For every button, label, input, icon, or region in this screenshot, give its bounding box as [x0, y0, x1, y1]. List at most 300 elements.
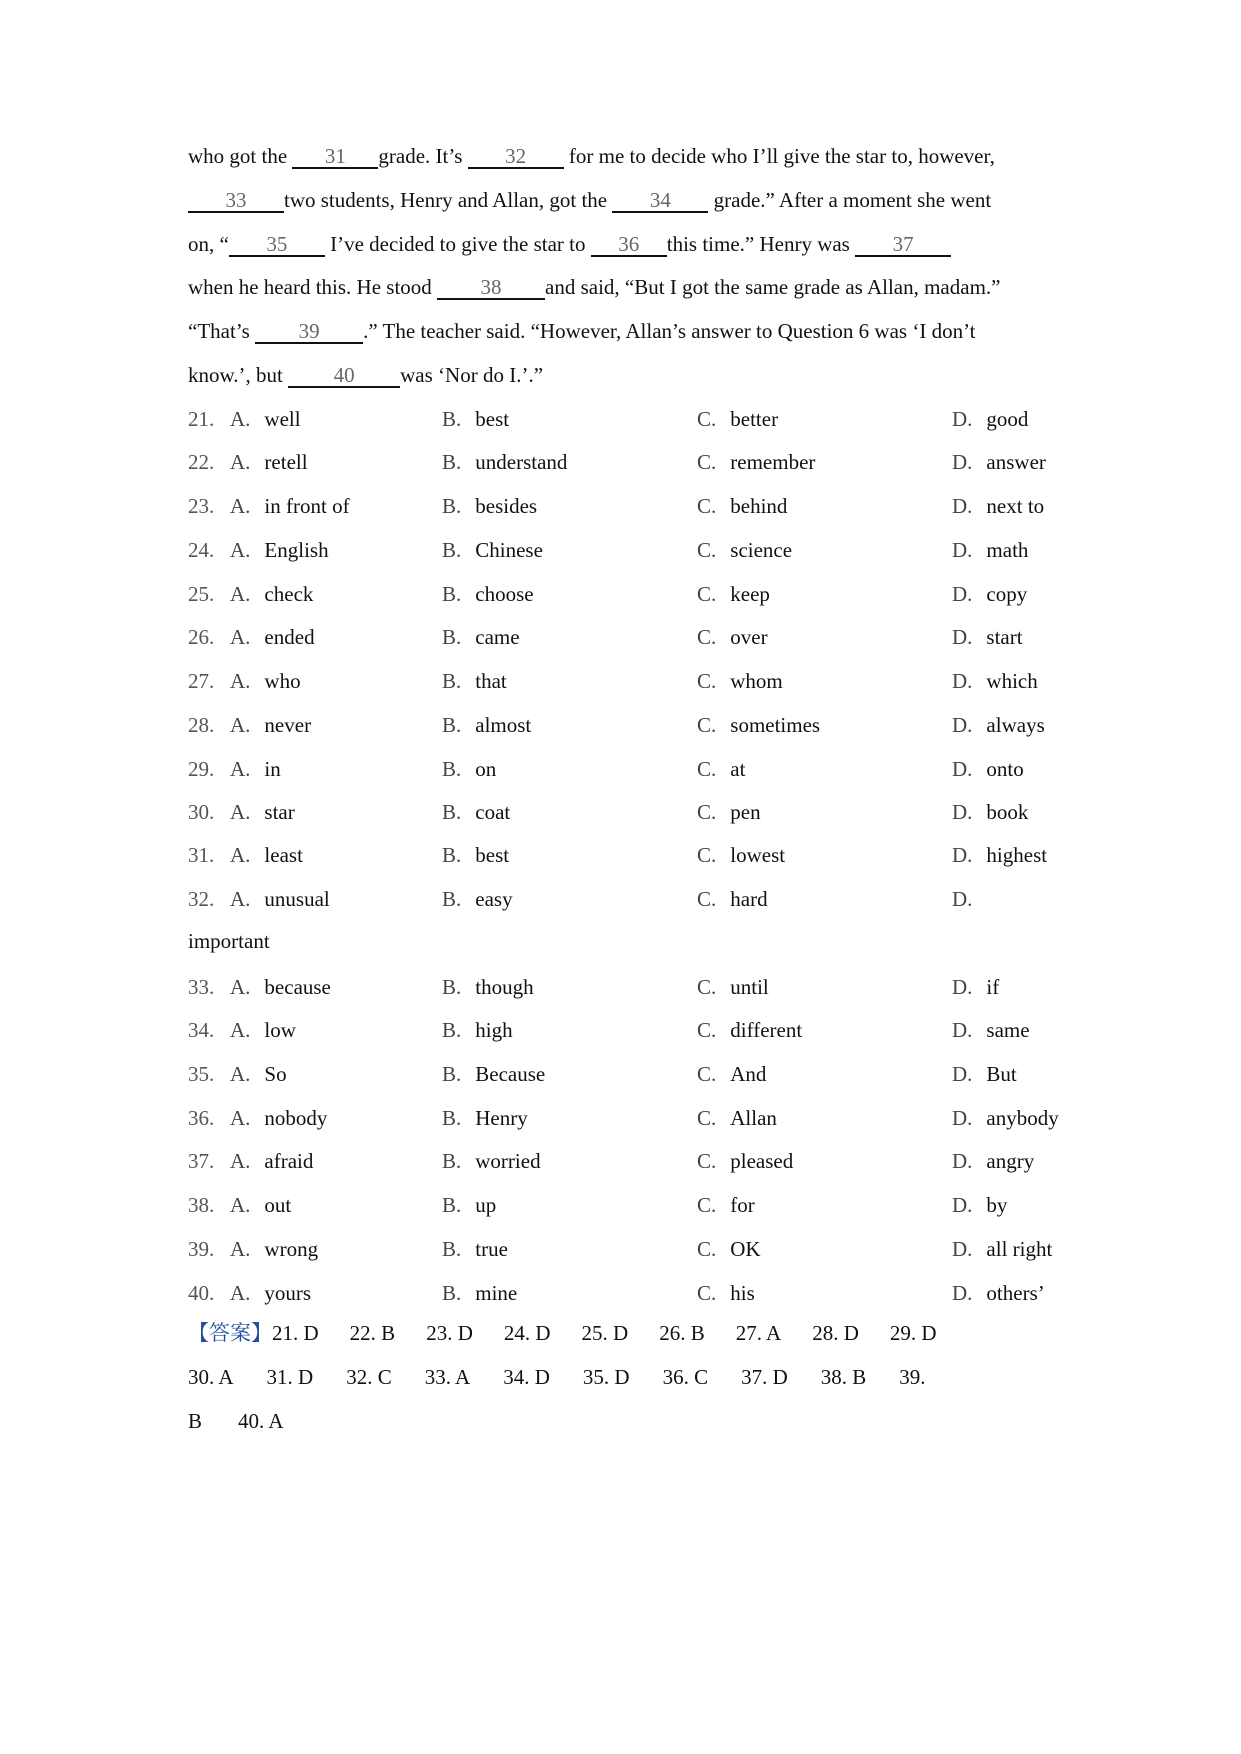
option-letter: C.: [697, 1062, 717, 1086]
option-a: [230, 1146, 313, 1176]
option-text: better: [730, 407, 779, 431]
option-a: [230, 579, 313, 609]
option-text: lowest: [730, 843, 786, 867]
option-letter: D.: [952, 1149, 973, 1173]
option-c: [697, 754, 745, 784]
question-number: 27.: [188, 669, 215, 693]
option-b: [442, 1103, 528, 1133]
option-letter: D.: [952, 887, 973, 911]
question-row: [188, 622, 1068, 652]
option-text: star: [264, 800, 295, 824]
option-c: [697, 1015, 802, 1045]
answer-item: 30. A: [188, 1365, 234, 1389]
option-letter: D.: [952, 1193, 973, 1217]
option-b: [442, 884, 513, 914]
option-d: [952, 1234, 1052, 1264]
option-b: [442, 622, 520, 652]
option-text: Henry: [475, 1106, 528, 1130]
option-text: though: [475, 975, 534, 999]
option-a: [230, 491, 350, 521]
option-letter: D.: [952, 625, 973, 649]
option-letter: C.: [697, 625, 717, 649]
question-number: 23.: [188, 494, 215, 518]
option-letter: C.: [697, 1237, 717, 1261]
option-a: [230, 840, 303, 870]
answer-item: 21. D: [272, 1321, 319, 1345]
option-d: [952, 491, 1044, 521]
option-letter: C.: [697, 450, 717, 474]
option-letter: C.: [697, 887, 717, 911]
passage-text: was ‘Nor do I.’.”: [400, 363, 544, 387]
option-text: behind: [730, 494, 788, 518]
option-letter: D.: [952, 1062, 973, 1086]
option-letter: B.: [442, 887, 462, 911]
option-text: choose: [475, 582, 534, 606]
option-c: [697, 972, 769, 1002]
option-a: [230, 1278, 311, 1308]
question-row: [188, 404, 1068, 434]
option-text: yours: [264, 1281, 312, 1305]
blank-33: 33: [188, 189, 284, 213]
option-c: [697, 1103, 777, 1133]
option-c: [697, 1146, 793, 1176]
option-letter: D.: [952, 757, 973, 781]
option-a: [230, 972, 331, 1002]
blank-38: 38: [437, 276, 545, 300]
option-text: book: [986, 800, 1029, 824]
passage-text: and said, “But I got the same grade as Allan, madam.”: [545, 275, 1001, 299]
option-c: [697, 404, 778, 434]
option-letter: A.: [230, 1106, 251, 1130]
option-text: Allan: [730, 1106, 777, 1130]
passage-text: grade. It’s: [378, 144, 468, 168]
option-d: [952, 447, 1046, 477]
question-number: 37.: [188, 1149, 215, 1173]
blank-37: 37: [855, 233, 951, 257]
option-d: [952, 622, 1023, 652]
question-number: 24.: [188, 538, 215, 562]
answer-item: 36. C: [662, 1365, 709, 1389]
option-b: [442, 840, 509, 870]
passage-text: .” The teacher said. “However, Allan’s answer to Question 6 was ‘I don’t: [363, 319, 976, 343]
option-text: least: [264, 843, 303, 867]
option-text: Because: [475, 1062, 546, 1086]
blank-36: 36: [591, 233, 667, 257]
option-c: [697, 491, 787, 521]
passage-line-4: [188, 274, 1058, 300]
option-letter: B.: [442, 1018, 462, 1042]
option-letter: B.: [442, 450, 462, 474]
option-letter: B.: [442, 1193, 462, 1217]
option-letter: A.: [230, 757, 251, 781]
option-c: [697, 666, 783, 696]
option-b: [442, 1190, 496, 1220]
question-row: [188, 1190, 1068, 1220]
option-a: [230, 666, 301, 696]
option-b: [442, 1059, 545, 1089]
answer-item: 29. D: [889, 1321, 937, 1345]
option-letter: B.: [442, 1237, 462, 1261]
answer-item: 34. D: [503, 1365, 550, 1389]
option-a: [230, 1190, 291, 1220]
option-letter: A.: [230, 1193, 251, 1217]
option-text: that: [475, 669, 507, 693]
option-letter: A.: [230, 538, 251, 562]
option-letter: D.: [952, 1018, 973, 1042]
option-text: for: [730, 1193, 755, 1217]
option-b: [442, 447, 567, 477]
option-letter: D.: [952, 975, 973, 999]
passage-line-5: [188, 318, 1058, 344]
question-number: 39.: [188, 1237, 215, 1261]
option-letter: B.: [442, 800, 462, 824]
question-number: 26.: [188, 625, 215, 649]
option-text: retell: [264, 450, 308, 474]
passage-line-1: [188, 143, 1058, 169]
option-letter: B.: [442, 407, 462, 431]
option-letter: B.: [442, 538, 462, 562]
passage-text: when he heard this. He stood: [188, 275, 438, 299]
option-b: [442, 754, 496, 784]
option-letter: C.: [697, 1018, 717, 1042]
option-letter: A.: [230, 407, 251, 431]
option-text: all right: [986, 1237, 1053, 1261]
question-number: 32.: [188, 887, 215, 911]
question-number: 28.: [188, 713, 215, 737]
option-a: [230, 535, 329, 565]
question-row: [188, 1278, 1068, 1308]
option-text: hard: [730, 887, 768, 911]
option-letter: B.: [442, 975, 462, 999]
option-b: [442, 1146, 541, 1176]
option-letter: D.: [952, 1281, 973, 1305]
option-letter: D.: [952, 450, 973, 474]
question-row: [188, 710, 1068, 740]
question-number: 38.: [188, 1193, 215, 1217]
blank-35: 35: [229, 233, 325, 257]
option-text: pen: [730, 800, 761, 824]
option-letter: A.: [230, 887, 251, 911]
passage-line-6: [188, 362, 1058, 388]
option-letter: C.: [697, 669, 717, 693]
option-text: high: [475, 1018, 513, 1042]
option-text: in: [264, 757, 281, 781]
option-b: [442, 710, 531, 740]
option-letter: D.: [952, 669, 973, 693]
option-text: science: [730, 538, 793, 562]
option-text: English: [264, 538, 329, 562]
question-row: [188, 491, 1068, 521]
option-text: others’: [986, 1281, 1045, 1305]
blank-34: 34: [612, 189, 708, 213]
option-text: angry: [986, 1149, 1035, 1173]
option-letter: A.: [230, 669, 251, 693]
option-letter: C.: [697, 582, 717, 606]
question-row: [188, 1059, 1068, 1089]
answer-item: 22. B: [349, 1321, 396, 1345]
answer-key-line-1: [188, 1318, 968, 1348]
option-text: next to: [986, 494, 1045, 518]
option-c: [697, 1278, 755, 1308]
option-letter: B.: [442, 1062, 462, 1086]
question-row: [188, 1103, 1068, 1133]
question-row: [188, 535, 1068, 565]
option-text: never: [264, 713, 312, 737]
option-text: whom: [730, 669, 783, 693]
option-c: [697, 840, 785, 870]
option-text: onto: [986, 757, 1024, 781]
option-text: answer: [986, 450, 1046, 474]
option-c: [697, 579, 770, 609]
option-text: And: [730, 1062, 767, 1086]
question-number: 34.: [188, 1018, 215, 1042]
answer-item: 26. B: [659, 1321, 705, 1345]
answer-item: 24. D: [503, 1321, 551, 1345]
answer-item: 35. D: [582, 1365, 630, 1389]
option-a: [230, 1103, 327, 1133]
option-text: mine: [475, 1281, 518, 1305]
option-letter: B.: [442, 713, 462, 737]
option-d: [952, 710, 1045, 740]
option-text: anybody: [986, 1106, 1059, 1130]
question-number: 22.: [188, 450, 215, 474]
option-text: at: [730, 757, 746, 781]
option-text: well: [264, 407, 301, 431]
option-d: [952, 404, 1028, 434]
option-letter: B.: [442, 494, 462, 518]
answer-item: 27. A: [735, 1321, 782, 1345]
option-d: [952, 1059, 1017, 1089]
option-text: coat: [475, 800, 511, 824]
question-row: [188, 579, 1068, 609]
option-letter: B.: [442, 582, 462, 606]
option-c: [697, 710, 820, 740]
option-d: [952, 1278, 1045, 1308]
option-letter: D.: [952, 538, 973, 562]
option-letter: D.: [952, 800, 973, 824]
option-a: [230, 1059, 287, 1089]
question-number: 29.: [188, 757, 215, 781]
option-letter: A.: [230, 1149, 251, 1173]
passage-text: for me to decide who I’ll give the star to, however,: [563, 144, 995, 168]
option-text: who: [264, 669, 301, 693]
option-a: [230, 884, 330, 914]
option-text: good: [986, 407, 1029, 431]
option-d: [952, 1146, 1034, 1176]
passage-line-2: [188, 187, 1058, 213]
question-row: [188, 972, 1068, 1002]
answer-item: 32. C: [346, 1365, 392, 1389]
option-letter: D.: [952, 1237, 973, 1261]
option-text: math: [986, 538, 1029, 562]
answer-item: 31. D: [266, 1365, 314, 1389]
option-text: wrong: [264, 1237, 319, 1261]
answer-tag: 【答案】: [188, 1321, 272, 1345]
blank-39: 39: [255, 320, 363, 344]
option-b: [442, 666, 507, 696]
option-text: low: [264, 1018, 296, 1042]
option-d: [952, 579, 1027, 609]
question-row: [188, 1015, 1068, 1045]
question-row: [188, 797, 1068, 827]
option-c: [697, 622, 768, 652]
option-letter: C.: [697, 713, 717, 737]
question-row: [188, 840, 1068, 870]
option-text: ended: [264, 625, 315, 649]
option-d: [952, 754, 1024, 784]
option-d: [952, 840, 1047, 870]
option-text: which: [986, 669, 1038, 693]
option-text: true: [475, 1237, 508, 1261]
option-letter: C.: [697, 538, 717, 562]
option-letter: A.: [230, 1062, 251, 1086]
question-number: 30.: [188, 800, 215, 824]
option-text: best: [475, 407, 510, 431]
option-c: [697, 447, 815, 477]
option-text: if: [986, 975, 1000, 999]
answer-key-line-2: [188, 1362, 959, 1392]
option-b: [442, 579, 534, 609]
blank-32: 32: [468, 145, 564, 169]
option-text: same: [986, 1018, 1030, 1042]
option-b: [442, 1015, 513, 1045]
option-letter: C.: [697, 1106, 717, 1130]
option-letter: A.: [230, 494, 251, 518]
question-number: 31.: [188, 843, 215, 867]
question-32-option-d-wrap: important: [188, 929, 270, 953]
option-text: by: [986, 1193, 1008, 1217]
option-letter: B.: [442, 625, 462, 649]
option-letter: B.: [442, 669, 462, 693]
option-text: nobody: [264, 1106, 328, 1130]
option-c: [697, 884, 768, 914]
blank-31: 31: [292, 145, 378, 169]
option-text: up: [475, 1193, 497, 1217]
option-letter: C.: [697, 800, 717, 824]
option-text: afraid: [264, 1149, 314, 1173]
option-d: [952, 1103, 1059, 1133]
passage-text: on, “: [188, 232, 229, 256]
answer-item: 28. D: [812, 1321, 859, 1345]
passage-text: I’ve decided to give the star to: [324, 232, 591, 256]
answer-item: 39.: [899, 1365, 926, 1389]
answer-item: 37. D: [741, 1365, 788, 1389]
option-b: [442, 797, 510, 827]
question-row: [188, 447, 1068, 477]
option-letter: D.: [952, 494, 973, 518]
answer-item: B: [188, 1409, 203, 1433]
option-letter: B.: [442, 1106, 462, 1130]
option-letter: C.: [697, 1149, 717, 1173]
option-text: different: [730, 1018, 803, 1042]
question-number: 40.: [188, 1281, 215, 1305]
option-letter: C.: [697, 1281, 717, 1305]
answer-item: 33. A: [424, 1365, 471, 1389]
option-a: [230, 754, 281, 784]
option-a: [230, 404, 301, 434]
option-letter: B.: [442, 757, 462, 781]
option-d: [952, 535, 1028, 565]
answer-item: 38. B: [820, 1365, 867, 1389]
option-text: always: [986, 713, 1045, 737]
option-b: [442, 404, 509, 434]
option-letter: D.: [952, 713, 973, 737]
option-text: easy: [475, 887, 513, 911]
blank-40: 40: [288, 364, 400, 388]
option-text: because: [264, 975, 331, 999]
question-row: [188, 1146, 1068, 1176]
option-d: [952, 666, 1038, 696]
option-text: keep: [730, 582, 770, 606]
option-text: highest: [986, 843, 1048, 867]
option-text: understand: [475, 450, 568, 474]
option-b: [442, 1278, 517, 1308]
option-letter: A.: [230, 800, 251, 824]
option-letter: B.: [442, 1281, 462, 1305]
option-c: [697, 1190, 755, 1220]
option-text: pleased: [730, 1149, 794, 1173]
option-letter: C.: [697, 494, 717, 518]
question-row: [188, 666, 1068, 696]
option-text: his: [730, 1281, 755, 1305]
option-letter: D.: [952, 407, 973, 431]
option-letter: D.: [952, 1106, 973, 1130]
option-b: [442, 491, 537, 521]
passage-text: who got the: [188, 144, 293, 168]
option-text: best: [475, 843, 510, 867]
option-letter: A.: [230, 843, 251, 867]
option-a: [230, 622, 315, 652]
option-c: [697, 1234, 761, 1264]
option-letter: A.: [230, 1018, 251, 1042]
option-c: [697, 535, 792, 565]
option-letter: A.: [230, 625, 251, 649]
option-letter: A.: [230, 582, 251, 606]
question-number: 36.: [188, 1106, 215, 1130]
option-text: copy: [986, 582, 1028, 606]
question-row: [188, 754, 1068, 784]
option-letter: D.: [952, 582, 973, 606]
option-letter: C.: [697, 757, 717, 781]
option-c: [697, 797, 761, 827]
option-text: Chinese: [475, 538, 543, 562]
option-letter: A.: [230, 713, 251, 737]
option-letter: A.: [230, 975, 251, 999]
option-text: But: [986, 1062, 1017, 1086]
option-text: unusual: [264, 887, 330, 911]
answer-key-line-3: [188, 1406, 320, 1436]
option-letter: A.: [230, 450, 251, 474]
option-letter: C.: [697, 843, 717, 867]
option-text: came: [475, 625, 520, 649]
option-letter: B.: [442, 843, 462, 867]
option-text: start: [986, 625, 1023, 649]
passage-text: know.’, but: [188, 363, 289, 387]
answer-item: 40. A: [238, 1409, 284, 1433]
option-d: [952, 797, 1028, 827]
option-d: [952, 1190, 1007, 1220]
option-letter: C.: [697, 407, 717, 431]
option-a: [230, 447, 308, 477]
option-text: check: [264, 582, 314, 606]
option-text: almost: [475, 713, 532, 737]
passage-line-3: [188, 231, 1058, 257]
option-letter: C.: [697, 975, 717, 999]
passage-text: “That’s: [188, 319, 256, 343]
option-text: worried: [475, 1149, 541, 1173]
question-number: 25.: [188, 582, 215, 606]
option-letter: D.: [952, 843, 973, 867]
